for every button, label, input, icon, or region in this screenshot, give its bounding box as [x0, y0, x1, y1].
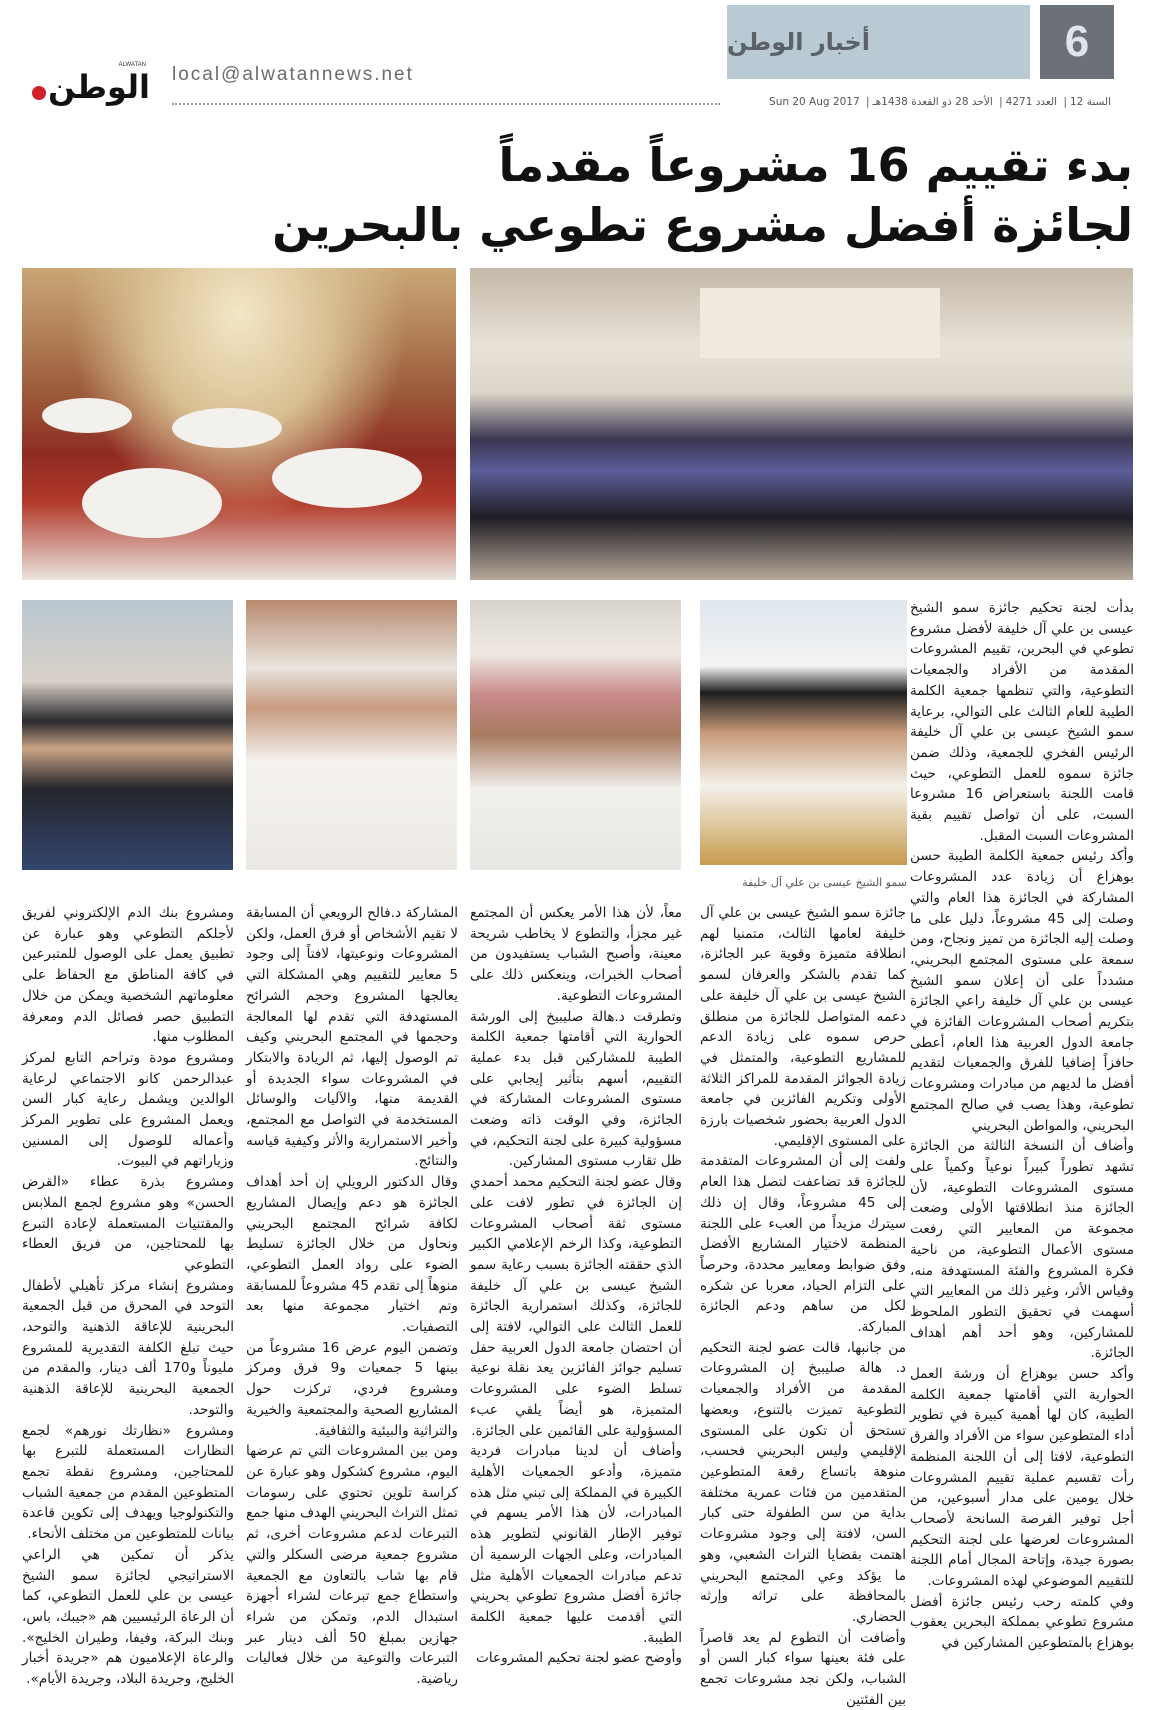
paragraph: يذكر أن تمكين هي الراعي الاستراتيجي لجائزة سمو الشيخ عيسى بن علي للعمل التطوعي، كما أن الرعاة الرئيسيين هم «جيبك، باس، وبنك البركة، وفيفا، وطيران الخليج». والرعاة الإعلاميون هم «جريدة أخبار الخليج، وجريدة البلاد، وجريدة الأيام».: [22, 1546, 234, 1688]
year: السنة 12: [1070, 96, 1111, 108]
photo-speaker-man-red-ghutra: [470, 600, 681, 870]
hijri-date: الأحد 28 ذو القعدة 1438هـ: [872, 96, 993, 108]
paragraph: وتطرقت د.هالة صليبيخ إلى الورشة الحوارية التي أقامتها جمعية الكلمة الطيبة للمشاركين قبل بدء عملية التقييم، أسهم بتأثير إيجابي على مستوى المشروعات المشاركة في الجائزة، وفي الوقت ذاته وضعت مسؤولية كبيرة على لجنة التحكيم، في ظل تقارب مستوى المشاركين.: [470, 1008, 682, 1170]
issue-number: العدد 4271: [1005, 96, 1058, 108]
photo-speaker-man-white: [246, 600, 457, 870]
newspaper-logo: [22, 64, 150, 110]
paragraph: وفي كلمته رحب رئيس جائزة أفضل مشروع تطوعي بمملكة البحرين يعقوب بوهزاع بالمتطوعين المشاركين في: [910, 1593, 1134, 1652]
logo-red-dot-icon: [32, 86, 46, 100]
photo-group-participants: [470, 268, 1133, 580]
paragraph: وأكد رئيس جمعية الكلمة الطيبة حسن بوهزاع أن زيادة عدد المشروعات المشاركة في الجائزة هذا العام والتي وصلت إلى 45 مشروعاً، دليل على ما وصلت إليه الجائزة من تميز ونجاح، ومن سمعة على مستوى المجتمع البحريني، مشدداً على أن إعلان سمو الشيخ عيسى بن علي آل خليفة راعي الجائزة بتكريم أصحاب المشروعات الفائزة في جامعة الدول العربية هذا العام، أعطى حافزاً إضافيا للفرق والجمعيات لتقديم أفضل ما لديهم من مبادرات ومشروعات تطوعية، وهذا يصب في صالح المجتمع البحريني، والمواطن البحريني: [910, 848, 1134, 1134]
dateline: السنة 12| العدد 4271| الأحد 28 ذو القعدة 1438هـ| Sun 20 Aug 2017: [769, 96, 1111, 108]
headline-line-2: لجائزة أفضل مشروع تطوعي بالبحرين: [272, 198, 1133, 252]
section-title: أخبار الوطن: [727, 5, 1030, 79]
paragraph: ولفت إلى أن المشروعات المتقدمة للجائزة قد تضاعفت لتصل هذا العام إلى 45 مشروعاً، وقال إن ذلك سيترك مزيداً من العبء على اللجنة المنظمة لاختيار المشاريع الأفضل وفق ضوابط ومعايير محددة، وحرصاً على التزام الحياد، معربا عن شكره لكل من ساهم ودعم الجائزة المباركة.: [700, 1153, 906, 1336]
photo-evaluation-hall: [22, 268, 456, 580]
paragraph: المشاركة د.فالح الرويعي أن المسابقة لا تقيم الأشخاص أو فرق العمل، ولكن المشروعات ونوعيتها، لافتاً إلى وجود 5 معايير للتقييم وهي المشكلة التي يعالجها المشروع وحجم الشرائح المستهدفة التي تقدم لها المعالجة وحجمها في المجتمع البحريني وكيف تم الوصول إليها، ثم الريادة والابتكار في المشروعات سواء الجديدة أو القديمة منها، والآليات والوسائل المستخدمة في التواصل مع المجتمع، وأخير الاستمرارية والأثر وكيفية قياسه والنتائج.: [246, 905, 458, 1170]
paragraph: ومشروع بنك الدم الإلكتروني لفريق لأجلكم التطوعي وهو عبارة عن تطبيق يعمل على الوصول للمتبرعين في كافة المناطق مع الحفاظ على معلوماتهم الشخصية ويمكن من خلال التطبيق حصر فصائل الدم ومعرفة المطلوب منها.: [22, 905, 234, 1046]
article-column-4: [246, 903, 458, 1690]
article-column-5: [22, 903, 234, 1690]
portrait-caption: سمو الشيخ عيسى بن علي آل خليفة: [742, 876, 907, 889]
page-number: 6: [1040, 5, 1114, 79]
headline-line-1: بدء تقييم 16 مشروعاً مقدماً: [498, 138, 1133, 192]
paragraph: جائزة سمو الشيخ عيسى بن علي آل خليفة لعامها الثالث، متمنيا لهم انطلاقة متميزة وقوية عبر الجائزة، كما تقدم بالشكر والعرفان لسمو الشيخ عيسى بن علي آل خليفة على دعمه المتواصل للجائزة من منطلق حرص سموه على زيادة الدعم للمشاريع التطوعية، والمتمثل في زيادة الجوائز المقدمة للمراكز الثلاثة الأولى وتكريم الفائزين في جامعة الدول العربية بحضور شخصيات بارزة على المستوى الإقليمي.: [700, 905, 906, 1149]
paragraph: بدأت لجنة تحكيم جائزة سمو الشيخ عيسى بن علي آل خليفة لأفضل مشروع تطوعي في البحرين، تقييم المشروعات المقدمة من الأفراد والجمعيات التطوعية، والتي تنظمها جمعية الكلمة الطيبة للعام الثالث على التوالي، برعاية سمو الشيخ عيسى بن علي آل خليفة الرئيس الفخري للجمعية، وذلك ضمن جائزة سموه للعمل التطوعي، حيث قامت اللجنة باستعراض 16 مشروعا السبت، على أن تواصل تقييم بقية المشروعات السبت المقبل.: [910, 600, 1134, 844]
dotted-divider: [172, 103, 720, 105]
paragraph: من جانبها، قالت عضو لجنة التحكيم د. هالة صليبيخ إن المشروعات المقدمة من الأفراد والجمعيات التطوعية تميزت بالتنوع، وبعضها تستحق أن تكون على المستوى الإقليمي وليس البحريني فحسب، منوهة باتساع رقعة المتطوعين المتقدمين من فئات عمرية مختلفة بداية من سن الطفولة حتى كبار السن، لافتة إلى وجود مشروعات اهتمت بقضايا التراث الشعبي، وهو ما يؤكد وعي المجتمع البحريني بالمحافظة على تراثه وإرثه الحضاري.: [700, 1339, 906, 1625]
paragraph: وقال الدكتور الرويلي إن أحد أهداف الجائزة هو دعم وإيصال المشاريع لكافة شرائح المجتمع البحريني ونحاول من خلال الجائزة تسليط الضوء على رواد العمل التطوعي، منوهاً إلى تقدم 45 مشروعاً للمسابقة وتم اختيار مجموعة منها بعد التصفيات.: [246, 1174, 458, 1336]
section-email[interactable]: local@alwatannews.net: [172, 64, 414, 85]
paragraph: وأضاف أن النسخة الثالثة من الجائزة تشهد تطوراً كبيراً نوعياً وكمياً على مستوى المشروعات التطوعية، لأن الجائزة منذ انطلاقتها الأولى وضعت مجموعة من المعايير التي رفعت مستوى الأعمال التطوعية، من ناحية فكرة المشروع والفئة المستهدفة منه، وقياس الأثر، وغير ذلك من المعايير التي أسهمت في تحقيق التطور الملحوظ للمشاركين، وهو أحد أهم أهداف الجائزة.: [910, 1138, 1134, 1362]
paragraph: ومشروع «نظارتك نورهم» لجمع النظارات المستعملة للتبرع بها للمحتاجين، ومشروع نقطة تجمع المتطوعين المقدم من جمعية الشباب والتكنولوجيا ويهدف إلى تكوين قاعدة بيانات للمتطوعين من مختلف الأنحاء.: [22, 1422, 234, 1543]
paragraph: وقال عضو لجنة التحكيم محمد أحمدي إن الجائزة في تطور لافت على مستوى ثقة أصحاب المشروعات التطوعية، وكذا الرخم الإعلامي الكبير الذي حققته الجائزة بسبب رعاية سمو الشيخ عيسى بن علي آل خليفة للجائزة، وكذلك استمرارية الجائزة للعمل الثالث على التوالي، لافتة إلى أن احتضان جامعة الدول العربية حفل تسليم جوائز الفائزين يعد نقلة نوعية تسلط الضوء على المشروعات المتميزة، هو أيضاً يلقي عبء المسؤولية على القائمين على الجائزة.: [470, 1174, 682, 1439]
logo-text: الوطن: [48, 68, 150, 106]
photo-portrait-sheikh: [700, 600, 907, 865]
paragraph: وأضافت أن التطوع لم يعد قاصراً على فئة بعينها سواء كبار السن أو الشباب، ولكن نجد مشروعات تجمع بين الفئتين: [700, 1629, 906, 1708]
paragraph: وأوضح عضو لجنة تحكيم المشروعات: [476, 1650, 682, 1667]
paragraph: ومشروع بذرة عطاء «القرض الحسن» وهو مشروع لجمع الملابس والمقتنيات المستعملة لإعادة التبرع بها للمحتاجين، من فريق العطاء التطوعي: [22, 1174, 234, 1273]
paragraph: وأضاف أن لدينا مبادرات فردية متميزة، وأدعو الجمعيات الأهلية الكبيرة في المملكة إلى تبني مثل هذه المبادرات، لأن هذا الأمر يسهم في توفير الإطار القانوني لتطوير هذه المبادرات، وعلى الجهات الرسمية أن تدعم مبادرات الجمعيات الأهلية مثل جائزة أفضل مشروع تطوعي بحريني التي أقدمت عليها جمعية الكلمة الطيبة.: [470, 1443, 682, 1646]
photo-speaker-woman: [22, 600, 233, 870]
paragraph: ومشروع مودة وتراحم التابع لمركز عبدالرحمن كانو الاجتماعي لرعاية الوالدين ويشمل رعاية كبار السن ويعمل المشروع على تطوير المركز وأعماله للوصول إلى المسنين وزياراتهم في البيوت.: [22, 1049, 234, 1170]
paragraph: ومشروع إنشاء مركز تأهيلي لأطفال التوحد في المحرق من قبل الجمعية البحرينية للإعاقة الذهنية والتوحد، حيث تبلغ الكلفة التقديرية للمشروع مليوناً و170 ألف دينار، والمقدم من الجمعية البحرينية للإعاقة الذهنية والتوحد.: [22, 1277, 235, 1418]
paragraph: معاً، لأن هذا الأمر يعكس أن المجتمع غير مجزأ، والتطوع لا يخاطب شريحة معينة، وأصبح الشباب يستفيدون من أصحاب الخبرات، وينعكس ذلك على المشروعات التطوعية.: [470, 905, 682, 1004]
paragraph: وأكد حسن بوهزاع أن ورشة العمل الحوارية التي أقامتها جمعية الكلمة الطيبة، كان لها أهمية كبيرة في تطوير أداء المتطوعين سواء من الأفراد والفرق التطوعية، لافتا إلى أن اللجنة المنظمة رأت تقسيم عملية تقييم المشروعات خلال يومين على مدار أسبوعين، من أجل توفير الفرصة السانحة لأصحاب المشروعات لعرضها على لجنة التحكيم بصورة جيدة، وإتاحة المجال أمام اللجنة للتقييم الموضوعي لهذه المشروعات.: [910, 1366, 1134, 1590]
article-column-1: [910, 598, 1134, 1654]
paragraph: ومن بين المشروعات التي تم عرضها اليوم، مشروع كشكول وهو عبارة عن كراسة تلوين تحتوي على رسومات تمثل التراث البحريني الهدف منها جمع التبرعات لدعم مشروعات أخرى، ثم مشروع جمعية مرضى السكلر والتي قام بها شاب بالتعاون مع الجمعية واستطاع جمع تبرعات لشراء أجهزة استبدال الدم، وتمكن من شراء جهازين بمبلغ 50 ألف دينار عبر التبرعات والتوعية من خلال فعاليات رياضية.: [246, 1443, 458, 1688]
gregorian-date: Sun 20 Aug 2017: [769, 96, 860, 108]
article-column-3: [470, 903, 682, 1669]
logo-latin: ALWATAN: [118, 62, 146, 68]
paragraph: وتضمن اليوم عرض 16 مشروعاً من بينها 5 جمعيات و9 فرق ومركز ومشروع فردي، تركزت حول المشاريع الصحية والمجتمعية والخيرية والتراثية والبيئية والثقافية.: [246, 1339, 459, 1439]
article-column-2: [700, 903, 906, 1710]
